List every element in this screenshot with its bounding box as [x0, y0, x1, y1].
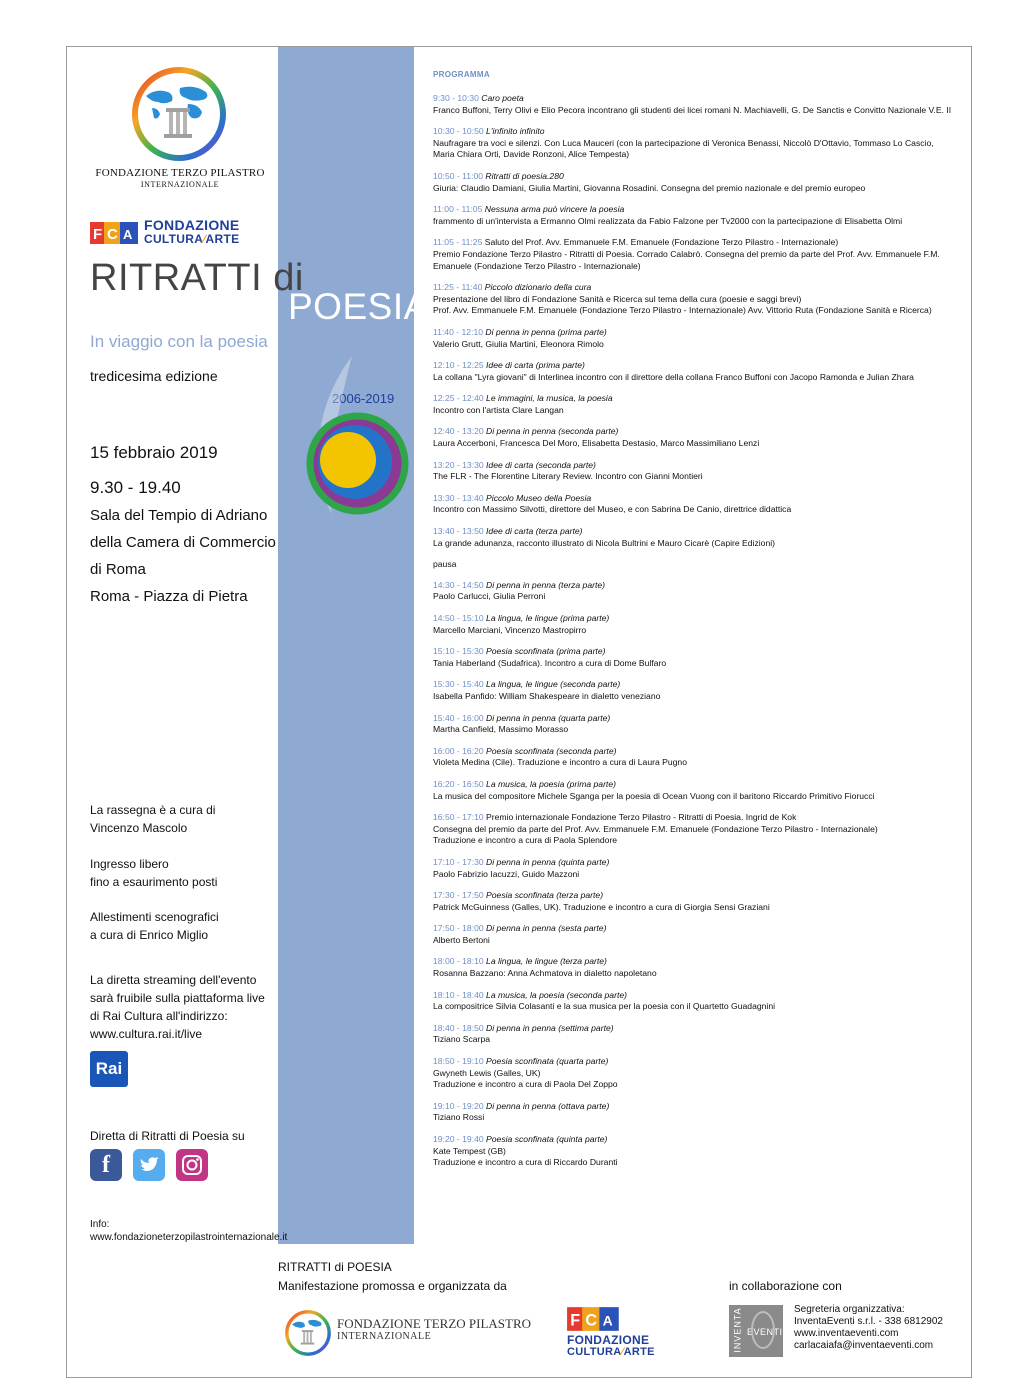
entry-time: 11:05 - 11:25 — [433, 237, 483, 248]
entry-desc: Traduzione e incontro a cura di Riccardo Duranti — [433, 1157, 618, 1168]
entry-header — [433, 237, 973, 249]
svg-text:C: C — [107, 226, 118, 243]
programme-entry — [433, 559, 973, 571]
fca-line1: FONDAZIONE — [144, 217, 240, 233]
programme-entry — [433, 493, 973, 516]
programme-entry — [433, 890, 973, 913]
programme-entry — [433, 812, 973, 847]
entry-time: 15:30 - 15:40 — [433, 679, 484, 690]
entry-time: 10:50 - 11:00 — [433, 170, 484, 181]
venue-block — [90, 502, 280, 610]
stream-line: di Rai Cultura all'indirizzo: — [90, 1009, 228, 1023]
programme-entry — [433, 327, 973, 350]
info-label: Info: — [90, 1219, 110, 1230]
entry-desc: Franco Buffoni, Terry Olivi e Elio Pecora incontrano gli studenti dei licei romani N. Machiavelli, G. De Sanctis e Convitto Nazionale V.E. II — [433, 104, 952, 115]
entry-header — [433, 890, 973, 902]
entry-title: Piccolo dizionario della cura — [484, 282, 592, 293]
entry-header — [433, 1056, 973, 1068]
entry-title: L'infinito infinito — [486, 126, 545, 137]
footer-fca-mark — [567, 1305, 621, 1333]
programme-entry — [433, 713, 973, 736]
entry-desc: Presentazione del libro di Fondazione Sanità e Ricerca sul tema della cura (poesie e saggi brevi) — [433, 293, 802, 304]
programme-entry — [433, 460, 973, 483]
entry-header — [433, 1023, 973, 1035]
page-title: RITRATTI di — [90, 257, 304, 299]
entry-title: Idee di carta (prima parte) — [486, 360, 585, 371]
entry-header — [433, 493, 973, 505]
entry-time: 12:25 - 12:40 — [433, 393, 484, 404]
entry-desc: Incontro con Massimo Silvotti, direttore del Museo, e con Sabrina De Canio, direttrice didattica — [433, 504, 792, 515]
entry-desc: Violeta Medina (Cile). Traduzione e incontro a cura di Laura Pugno — [433, 757, 687, 768]
entry-header — [433, 1101, 973, 1113]
entry-desc: Kate Tempest (GB) — [433, 1145, 506, 1156]
entry-header — [433, 679, 973, 691]
entry-header — [433, 1134, 973, 1146]
entry-title: Di penna in penna (prima parte) — [485, 326, 607, 337]
entry-title: Le immagini, la musica, la poesia — [486, 393, 613, 404]
programme-entry — [433, 282, 973, 317]
entry-desc: Alberto Bertoni — [433, 934, 490, 945]
entry-title: La lingua, le lingue (prima parte) — [486, 613, 610, 623]
entry-header — [433, 360, 973, 372]
programme-entry — [433, 171, 973, 194]
rai-label: Rai — [95, 1059, 123, 1078]
programme-entry — [433, 990, 973, 1013]
entry-desc: Gwyneth Lewis (Galles, UK) — [433, 1067, 541, 1078]
entry-header — [433, 613, 973, 625]
venue-line: della Camera di Commercio — [90, 534, 276, 551]
programme-entry — [433, 526, 973, 549]
programme-entry — [433, 1056, 973, 1091]
ftp-logo-sub: INTERNAZIONALE — [140, 180, 220, 189]
sets-line: a cura di Enrico Miglio — [90, 928, 209, 942]
secretariat-email[interactable]: carlacaiafa@inventaeventi.com — [794, 1340, 934, 1351]
entry-time: 11:25 - 11:40 — [433, 282, 483, 293]
entry-desc: La musica del compositore Michele Sganga per la poesia di Ocean Vuong con il baritono Riccardo Primitivo Fiorucci — [433, 790, 875, 801]
entry-header — [433, 923, 973, 935]
programme-entry — [433, 746, 973, 769]
programme-entry — [433, 1101, 973, 1124]
footer-fca-line1: FONDAZIONE — [567, 1333, 650, 1347]
entry-desc: Emanuele (Fondazione Terzo Pilastro - Internazionale) — [433, 260, 641, 271]
entry-time: 13:20 - 13:30 — [433, 459, 484, 470]
programme-entry — [433, 1023, 973, 1046]
entry-header — [433, 171, 973, 183]
entry-desc: Valerio Grutt, Giulia Martini, Eleonora Rimolo — [433, 338, 604, 349]
programme-entry — [433, 857, 973, 880]
entry-line: fino a esaurimento posti — [90, 875, 218, 889]
entry-desc: The FLR - The Florentine Literary Review. Incontro con Gianni Montieri — [433, 471, 703, 482]
sets-block — [90, 908, 219, 944]
entry-desc: Tiziano Rossi — [433, 1112, 485, 1123]
entry-time: 12:40 - 13:20 — [433, 426, 484, 437]
secretariat-line: InventaEventi s.r.l. - 338 6812902 — [794, 1316, 943, 1327]
venue-line: di Roma — [90, 561, 146, 578]
entry-title: Di penna in penna (settima parte) — [486, 1022, 614, 1033]
ftp-logo — [128, 62, 230, 166]
entry-desc: Isabella Panfido: William Shakespeare in dialetto veneziano — [433, 690, 661, 701]
entry-time: 16:50 - 17:10 — [433, 812, 484, 823]
entry-time: 18:10 - 18:40 — [433, 989, 484, 1000]
entry-time: 18:40 - 18:50 — [433, 1022, 484, 1033]
entry-time: 19:20 - 19:40 — [433, 1134, 484, 1144]
entry-desc: La collana "Lyra giovani" di Interlinea incontro con il direttore della collana Franco Buffoni con Jacopo Ramonda e Julian Zhara — [433, 371, 914, 382]
entry-title: Idee di carta (seconda parte) — [486, 459, 596, 470]
fca-line2-a: CULTURA — [144, 232, 204, 246]
entry-time: 9:30 - 10:30 — [433, 93, 479, 103]
entry-header — [433, 779, 973, 791]
facebook-icon[interactable]: f — [90, 1149, 122, 1181]
programme-entry — [433, 360, 973, 383]
entry-desc: frammento di un'intervista a Ermanno Olmi realizzata da Fabio Falzone per Tv2000 con la partecipazione di Elisabetta Olmi — [433, 215, 903, 226]
entry-desc: Rosanna Bazzano: Anna Achmatova in dialetto napoletano — [433, 968, 657, 979]
twitter-icon[interactable] — [133, 1149, 165, 1181]
entry-title: Poesia sconfinata (quinta parte) — [486, 1134, 608, 1144]
programme-entry — [433, 679, 973, 702]
programme-entry — [433, 93, 973, 116]
programme-entry — [433, 923, 973, 946]
entry-header — [433, 282, 973, 294]
programme-entry — [433, 1134, 973, 1169]
inventa-eventi-logo — [729, 1305, 783, 1357]
programme-entry — [433, 580, 973, 603]
entry-desc: Patrick McGuinness (Galles, UK). Traduzione e incontro a cura di Giorgia Sensi Graziani — [433, 901, 770, 912]
entry-title-plain: Premio internazionale Fondazione Terzo Pilastro - Ritratti di Poesia. Ingrid de Kok — [486, 812, 797, 823]
entry-header — [433, 956, 973, 968]
programme-heading: PROGRAMMA — [433, 70, 490, 79]
footer-ftp-logo — [283, 1308, 333, 1358]
entry-time: 18:50 - 19:10 — [433, 1056, 484, 1067]
entry-header — [433, 93, 973, 105]
venue-line: Roma - Piazza di Pietra — [90, 588, 248, 605]
svg-text:F: F — [93, 226, 103, 243]
programme-entry — [433, 426, 973, 449]
entry-time: 11:00 - 11:05 — [433, 204, 483, 215]
programme-entry — [433, 126, 973, 161]
programme-entries — [433, 93, 973, 1169]
rai-icon[interactable] — [90, 1051, 128, 1087]
entry-time: 16:00 - 16:20 — [433, 745, 484, 756]
entry-desc: Traduzione e incontro a cura di Paola Del Zoppo — [433, 1079, 618, 1090]
poesia-title: POESIA — [288, 286, 429, 327]
footer-fca-line2-a: CULTURA — [567, 1346, 622, 1358]
entry-desc: Tiziano Scarpa — [433, 1034, 491, 1045]
entry-desc: Laura Accerboni, Francesca Del Moro, Elisabetta Destasio, Marco Massimiliano Lenzi — [433, 438, 760, 449]
info-url[interactable]: www.fondazioneterzopilastrointernazionale.it — [90, 1232, 288, 1243]
event-time: 9.30 - 19.40 — [90, 478, 181, 497]
social-label: Diretta di Ritratti di Poesia su — [90, 1129, 245, 1143]
entry-desc: Paolo Fabrizio Iacuzzi, Guido Mazzoni — [433, 868, 580, 879]
years-label: 2006-2019 — [332, 391, 395, 406]
entry-title: Di penna in penna (quinta parte) — [486, 856, 610, 867]
entry-desc: Tania Haberland (Sudafrica). Incontro a cura di Dome Bulfaro — [433, 657, 667, 668]
curator-line: La rassegna è a cura di — [90, 803, 216, 817]
programme-entry — [433, 613, 973, 636]
entry-desc: Giuria: Claudio Damiani, Giulia Martini, Giovanna Rosadini. Consegna del premio nazionale e del premio europeo — [433, 182, 866, 193]
entry-header — [433, 393, 973, 405]
entry-time: 16:20 - 16:50 — [433, 778, 484, 789]
entry-title: La lingua, le lingue (seconda parte) — [486, 679, 621, 690]
entry-title: Di penna in penna (quarta parte) — [486, 712, 611, 723]
entry-title: Nessuna arma può vincere la poesia — [484, 204, 625, 215]
subtitle: In viaggio con la poesia — [90, 332, 268, 351]
entry-title: Di penna in penna (sesta parte) — [486, 923, 607, 934]
entry-header — [433, 126, 973, 138]
entry-header — [433, 746, 973, 758]
entry-time: 13:30 - 13:40 — [433, 492, 484, 503]
entry-time: 17:30 - 17:50 — [433, 890, 484, 901]
programme-entry — [433, 204, 973, 227]
entry-desc: Marcello Marciani, Vincenzo Mastropirro — [433, 624, 587, 635]
venue-line: Sala del Tempio di Adriano — [90, 507, 268, 524]
programme-entry — [433, 646, 973, 669]
programme-entry — [433, 393, 973, 416]
svg-text:A: A — [602, 1312, 613, 1329]
entry-time: 14:50 - 15:10 — [433, 613, 484, 623]
entry-header — [433, 426, 973, 438]
entry-time: 12:10 - 12:25 — [433, 360, 484, 371]
entry-title: Ritratti di poesia.280 — [485, 170, 564, 181]
entry-title: Di penna in penna (ottava parte) — [486, 1100, 610, 1111]
footer-fca-line2-b: ARTE — [623, 1346, 655, 1358]
entry-title: Poesia sconfinata (terza parte) — [486, 890, 604, 901]
entry-time: 11:40 - 12:10 — [433, 326, 484, 337]
curator-block — [90, 801, 215, 837]
entry-header — [433, 990, 973, 1002]
invent-logo-a: INVENTA — [732, 1307, 743, 1353]
entry-time: 18:00 - 18:10 — [433, 956, 484, 967]
entry-title: Poesia sconfinata (quarta parte) — [486, 1056, 609, 1067]
entry-desc: La compositrice Silvia Colasanti e la sua musica per la poesia con il Quartetto Guadagnini — [433, 1001, 776, 1012]
entry-title: La lingua, le lingue (terza parte) — [486, 956, 607, 967]
secretariat-block — [794, 1304, 943, 1352]
stream-line: sarà fruibile sulla piattaforma live — [90, 991, 265, 1005]
entry-title-plain: pausa — [433, 559, 457, 570]
entry-line: Ingresso libero — [90, 857, 169, 871]
entry-desc: Incontro con l'artista Clare Langan — [433, 404, 564, 415]
instagram-icon[interactable] — [176, 1149, 208, 1181]
secretariat-link[interactable]: www.inventaeventi.com — [794, 1328, 899, 1339]
entry-title: Piccolo Museo della Poesia — [486, 492, 592, 503]
programme-entry — [433, 956, 973, 979]
blue-band — [278, 47, 414, 1244]
entry-header — [433, 713, 973, 725]
entry-time: 14:30 - 14:50 — [433, 579, 484, 590]
entry-time: 10:30 - 10:50 — [433, 126, 484, 137]
entry-header — [433, 559, 973, 571]
invent-logo-b: EVENTI — [747, 1327, 783, 1337]
entry-desc: Consegna del premio da parte del Prof. Avv. Emmanuele F.M. Emanuele (Fondazione Terzo Pilastro - Internazionale) — [433, 823, 878, 834]
entry-title: Idee di carta (terza parte) — [486, 526, 583, 537]
entry-header — [433, 857, 973, 869]
entry-header — [433, 460, 973, 472]
svg-text:C: C — [585, 1311, 598, 1330]
entry-header — [433, 812, 973, 824]
fca-line2: CULTURA∕ARTE — [144, 232, 240, 246]
entry-time: 17:50 - 18:00 — [433, 923, 484, 934]
entry-title: Caro poeta — [481, 93, 524, 103]
entry-header — [433, 646, 973, 658]
entry-desc: Paolo Carlucci, Giulia Perroni — [433, 591, 546, 602]
svg-text:A: A — [123, 227, 133, 242]
entry-header — [433, 327, 973, 339]
secretariat-line: Segreteria organizzativa: — [794, 1304, 905, 1315]
entry-desc: La grande adunanza, racconto illustrato di Nicola Bultrini e Mauro Cicarè (Capire Edizioni) — [433, 537, 776, 548]
entry-desc: Naufragare tra voci e silenzi. Con Luca Mauceri (con la partecipazione di Veronica Benassi, Niccolò D'Ottavio, Tommaso Lo Cascio, — [433, 137, 934, 148]
entry-time: 17:10 - 17:30 — [433, 856, 484, 867]
footer-title: RITRATTI di POESIA — [278, 1260, 392, 1274]
footer-ftp-sub: INTERNAZIONALE — [337, 1331, 432, 1342]
entry-time: 15:10 - 15:30 — [433, 646, 484, 657]
entry-title: Di penna in penna (seconda parte) — [486, 426, 619, 437]
entry-title: La musica, la poesia (seconda parte) — [486, 989, 627, 1000]
entry-header — [433, 526, 973, 538]
programme — [433, 70, 973, 1179]
entry-desc: Traduzione e incontro a cura di Paola Splendore — [433, 835, 618, 846]
sets-line: Allestimenti scenografici — [90, 910, 219, 924]
concentric-circles-icon — [305, 411, 410, 516]
entry-desc: Maria Chiara Orti, Davide Ronzoni, Alice Tempesta) — [433, 149, 630, 160]
fca-line2-b: ARTE — [205, 232, 240, 246]
entry-desc: Premio Fondazione Terzo Pilastro - Ritratti di Poesia. Corrado Calabrò. Consegna del premio da parte del Prof. Avv. Emmanuele F.M. — [433, 248, 940, 259]
entry-title: Poesia sconfinata (prima parte) — [486, 646, 606, 657]
svg-text:F: F — [570, 1311, 581, 1330]
entry-block — [90, 855, 217, 891]
event-date: 15 febbraio 2019 — [90, 443, 218, 462]
footer-ftp-name: FONDAZIONE TERZO PILASTRO — [337, 1316, 532, 1331]
footer-fca-line2: CULTURA∕ARTE — [567, 1346, 655, 1358]
entry-time: 13:40 - 13:50 — [433, 526, 484, 537]
entry-header — [433, 580, 973, 592]
ftp-logo-name: FONDAZIONE TERZO PILASTRO — [95, 167, 265, 179]
column-icon — [164, 108, 192, 138]
stream-link[interactable]: www.cultura.rai.it/live — [90, 1027, 203, 1041]
entry-desc: Martha Canfield, Massimo Morasso — [433, 724, 569, 735]
entry-title: Di penna in penna (terza parte) — [486, 579, 605, 590]
programme-entry — [433, 237, 973, 272]
curator-line: Vincenzo Mascolo — [90, 821, 188, 835]
stream-block — [90, 971, 265, 1043]
fca-logo-mark — [90, 220, 140, 246]
entry-title: La musica, la poesia (prima parte) — [486, 778, 616, 789]
entry-desc: Prof. Avv. Emmanuele F.M. Emanuele (Fondazione Terzo Pilastro - Internazionale) Avv. Vittorio Ruta (Fondazione Sanità e Ricerca) — [433, 305, 932, 316]
edition: tredicesima edizione — [90, 368, 218, 384]
entry-time: 19:10 - 19:20 — [433, 1100, 484, 1111]
entry-header — [433, 204, 973, 216]
footer-promoted: Manifestazione promossa e organizzata da — [278, 1279, 507, 1293]
entry-time: 15:40 - 16:00 — [433, 712, 484, 723]
footer-collab: in collaborazione con — [729, 1279, 842, 1293]
stream-line: La diretta streaming dell'evento — [90, 973, 257, 987]
programme-entry — [433, 779, 973, 802]
entry-title: Poesia sconfinata (seconda parte) — [486, 745, 617, 756]
entry-title-plain: Saluto del Prof. Avv. Emmanuele F.M. Emanuele (Fondazione Terzo Pilastro - Internazionale) — [484, 237, 839, 248]
